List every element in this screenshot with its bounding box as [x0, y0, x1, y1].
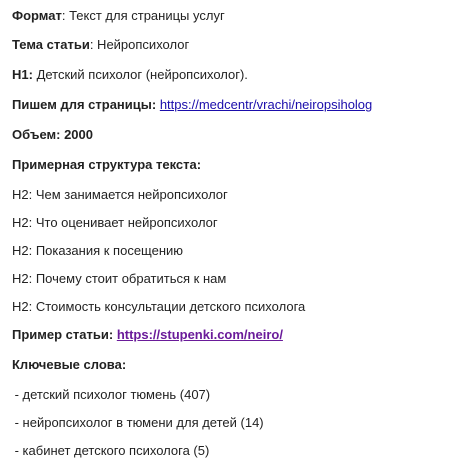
- structure-heading: [12, 157, 201, 173]
- example-link[interactable]: https://stupenki.com/neiro/: [116, 327, 283, 342]
- h1-value: Детский психолог (нейропсихолог).: [32, 67, 248, 82]
- page-line: [12, 97, 372, 113]
- topic-value: : Нейропсихолог: [89, 37, 190, 52]
- structure-item: H2: Показания к посещению: [12, 243, 184, 258]
- structure-item: H2: Что оценивает нейропсихолог: [12, 215, 218, 230]
- structure-item: H2: Чем занимается нейропсихолог: [12, 187, 228, 202]
- volume-line: [12, 127, 93, 143]
- topic-line: [12, 37, 189, 53]
- structure-item: H2: Стоимость консультации детского психолога: [12, 299, 306, 314]
- page-label: Пишем для страницы:: [12, 97, 157, 112]
- topic-label: Тема статьи: [12, 37, 90, 52]
- format-value: : Текст для страницы услуг: [61, 8, 225, 23]
- structure-label: Примерная структура текста:: [12, 157, 202, 172]
- h1-line: [12, 67, 248, 83]
- keyword-item: - кабинет детского психолога (5): [11, 443, 210, 458]
- keywords-label: Ключевые слова:: [12, 357, 127, 372]
- format-line: [12, 8, 225, 24]
- example-label: Пример статьи:: [12, 327, 114, 342]
- keywords-heading: [12, 357, 126, 373]
- structure-item: H2: Почему стоит обратиться к нам: [12, 271, 227, 286]
- keyword-item: - детский психолог тюмень (407): [11, 387, 211, 402]
- h1-label: H1:: [12, 67, 33, 82]
- example-line: [12, 327, 283, 343]
- format-label: Формат: [12, 8, 62, 23]
- keyword-item: - нейропсихолог в тюмени для детей (14): [11, 415, 264, 430]
- page-link[interactable]: https://medcentr/vrachi/neiropsiholog: [159, 97, 373, 112]
- volume-label: Объем: 2000: [12, 127, 93, 142]
